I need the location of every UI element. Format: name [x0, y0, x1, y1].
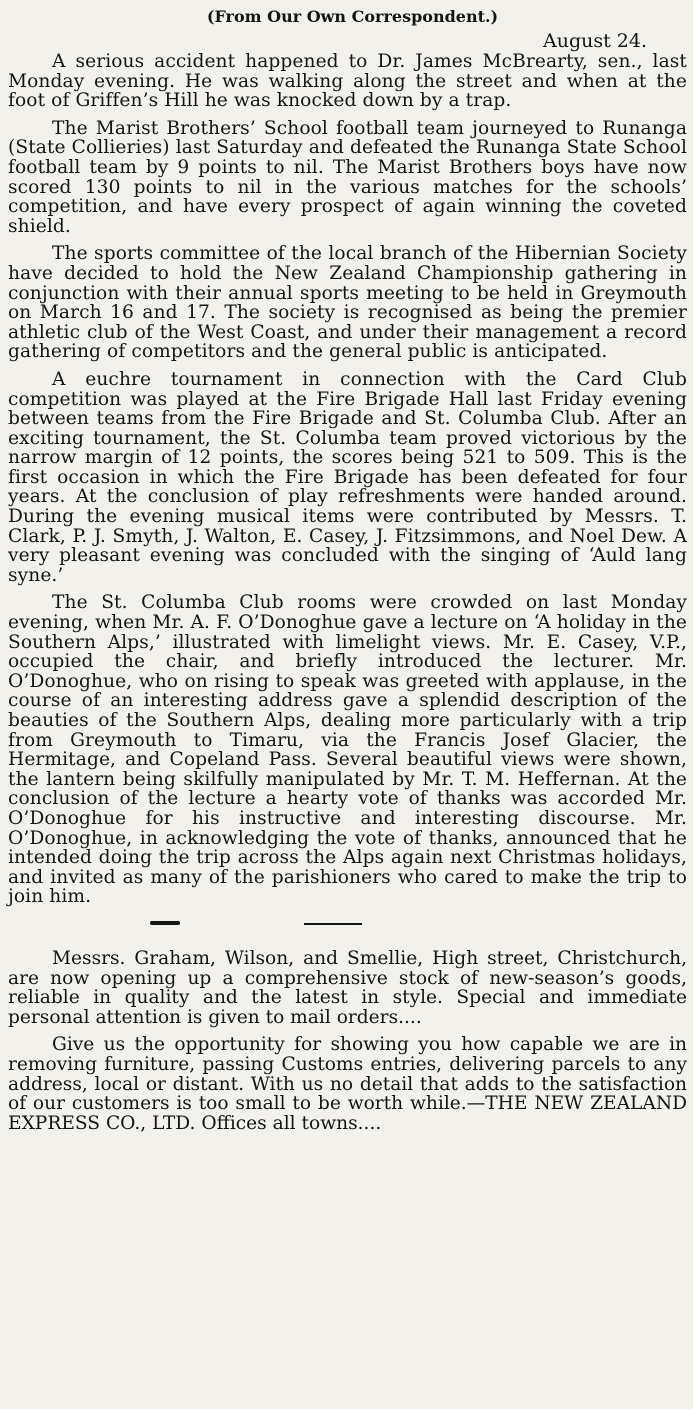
- divider-dash: [150, 921, 180, 925]
- paragraph-hibernian-sports: The sports committee of the local branch of the Hibernian Society have decided to hold the New Zealand Championship gathering in conjunction with their annual sports meeting to be held in Greymouth on March 16 and 17. The society is recognised as being the premier athletic club of the West Coast, and under their management a record gathering of competitors and the general public is anticipated.: [8, 243, 687, 363]
- advertisement-graham-wilson-smellie: Messrs. Graham, Wilson, and Smellie, High street, Christchurch, are now opening up a comprehensive stock of new-season’s goods, reliable in quality and the latest in style. Special and immediate personal attention is given to mail orders....: [8, 947, 687, 1028]
- dateline: August 24.: [543, 30, 647, 52]
- article-body: [8, 52, 687, 907]
- paragraph-lecture: The St. Columba Club rooms were crowded on last Monday evening, when Mr. A. F. O’Donoghue gave a lecture on ‘A holiday in the Southern Alps,’ illustrated with limelight views. Mr. E. Casey, V.P., occupied the chair, and briefly introduced the lecturer. Mr. O’Donoghue, who on rising to speak was greeted with applause, in the course of an interesting address gave a splendid description of the beauties of the Southern Alps, dealing more particularly with a trip from Greymouth to Timaru, via the Francis Josef Glacier, the Hermitage, and Copeland Pass. Several beautiful views were shown, the lantern being skilfully manipulated by Mr. T. M. Heffernan. At the conclusion of the lecture a hearty vote of thanks was accorded Mr. O’Donoghue for his instructive and interesting discourse. Mr. O’Donoghue, in acknowledging the vote of thanks, announced that he intended doing the trip across the Alps again next Christmas holidays, and invited as many of the parishioners who cared to make the trip to join him.: [8, 592, 687, 908]
- paragraph-football: The Marist Brothers’ School football team journeyed to Runanga (State Collieries) last Saturday and defeated the Runanga State School football team by 9 points to nil. The Marist Brothers boys have now scored 130 points to nil in the various matches for the schools’ competition, and have every prospect of again winning the coveted shield.: [8, 117, 687, 237]
- divider-rule: [304, 923, 362, 925]
- paragraph-euchre-tournament: A euchre tournament in connection with the Card Club competition was played at the Fire Brigade Hall last Friday evening between teams from the Fire Brigade and St. Columba Club. After an exciting tournament, the St. Columba team proved victorious by the narrow margin of 12 points, the scores being 521 to 509. This is the first occasion in which the Fire Brigade has been defeated for four years. At the conclusion of play refreshments were handed around. During the evening musical items were contributed by Messrs. T. Clark, P. J. Smyth, J. Walton, E. Casey, J. Fitzsimmons, and Noel Dew. A very pleasant evening was concluded with the singing of ‘Auld lang syne.’: [8, 368, 687, 586]
- correspondent-heading: (From Our Own Correspondent.): [206, 7, 499, 26]
- advertisement-nz-express: Give us the opportunity for showing you how capable we are in removing furniture, passing Customs entries, delivering parcels to any address, local or distant. With us no detail that adds to the satisfaction of our customers is too small to be worth while.—THE NEW ZEALAND EXPRESS CO., LTD. Offices all towns....: [8, 1034, 687, 1134]
- section-divider: [8, 915, 687, 945]
- advertisements: [8, 949, 687, 1133]
- paragraph-accident: A serious accident happened to Dr. James McBrearty, sen., last Monday evening. He was walking along the street and when at the foot of Griffen’s Hill he was knocked down by a trap.: [8, 51, 687, 112]
